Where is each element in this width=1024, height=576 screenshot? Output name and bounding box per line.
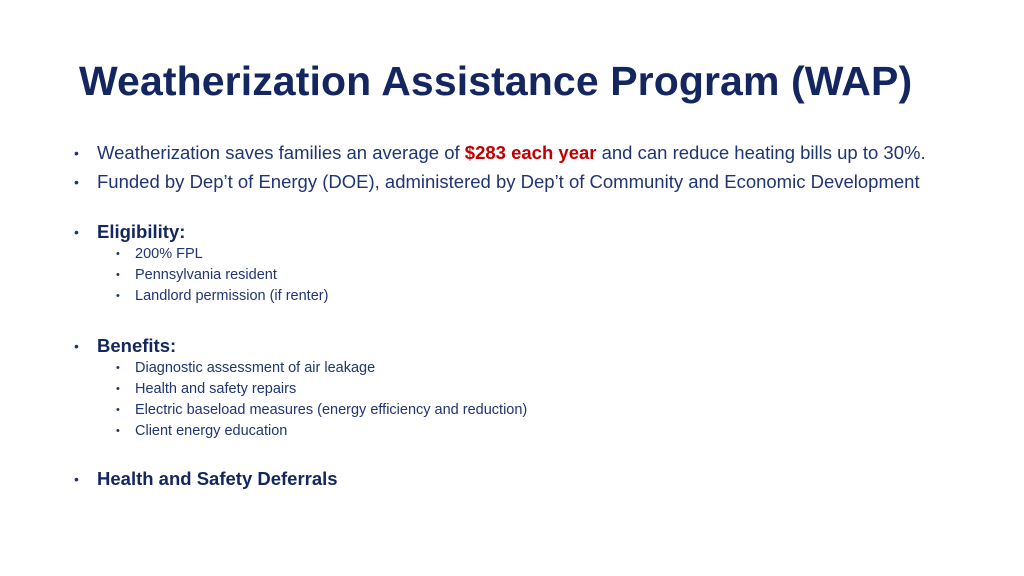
benefits-heading: Benefits: <box>97 335 177 356</box>
bullet-dot-icon: • <box>74 471 79 487</box>
bullet-dot-icon: • <box>116 404 120 416</box>
benefits-list <box>97 358 954 442</box>
bullet-funding <box>74 172 954 192</box>
benefits-item-text: Diagnostic assessment of air leakage <box>135 360 376 376</box>
bullet-dot-icon: • <box>74 338 79 354</box>
benefits-item-text: Client energy education <box>135 423 288 439</box>
savings-text-after: and can reduce heating bills up to 30%. <box>596 142 926 163</box>
benefits-item-text: Health and safety repairs <box>135 381 297 397</box>
bullet-dot-icon: • <box>116 425 120 437</box>
bullet-eligibility <box>74 222 954 307</box>
bullet-dot-icon: • <box>74 224 79 240</box>
list-item <box>97 358 954 379</box>
bullet-list <box>74 143 954 489</box>
savings-text-before: Weatherization saves families an average of <box>97 142 465 163</box>
list-item <box>97 286 954 307</box>
list-item <box>97 265 954 286</box>
bullet-savings <box>74 143 954 163</box>
list-item <box>97 244 954 265</box>
list-item <box>97 400 954 421</box>
eligibility-heading: Eligibility: <box>97 221 186 242</box>
eligibility-item-text: Landlord permission (if renter) <box>135 288 329 304</box>
deferrals-heading: Health and Safety Deferrals <box>97 468 338 489</box>
bullet-dot-icon: • <box>74 145 79 161</box>
slide-content <box>74 143 954 489</box>
benefits-item-text: Electric baseload measures (energy efficiency and reduction) <box>135 402 528 418</box>
funding-text: Funded by Dep’t of Energy (DOE), administered by Dep’t of Community and Economic Development <box>97 171 920 192</box>
bullet-dot-icon: • <box>116 383 120 395</box>
bullet-benefits <box>74 336 954 442</box>
bullet-dot-icon: • <box>116 290 120 302</box>
bullet-dot-icon: • <box>116 248 120 260</box>
bullet-deferrals <box>74 469 954 489</box>
slide-title: Weatherization Assistance Program (WAP) <box>79 58 913 104</box>
bullet-dot-icon: • <box>74 174 79 190</box>
eligibility-list <box>97 244 954 307</box>
bullet-dot-icon: • <box>116 269 120 281</box>
list-item <box>97 421 954 442</box>
savings-highlight: $283 each year <box>464 142 597 163</box>
eligibility-item-text: Pennsylvania resident <box>135 267 277 283</box>
list-item <box>97 379 954 400</box>
bullet-dot-icon: • <box>116 362 120 374</box>
eligibility-item-text: 200% FPL <box>135 246 203 262</box>
